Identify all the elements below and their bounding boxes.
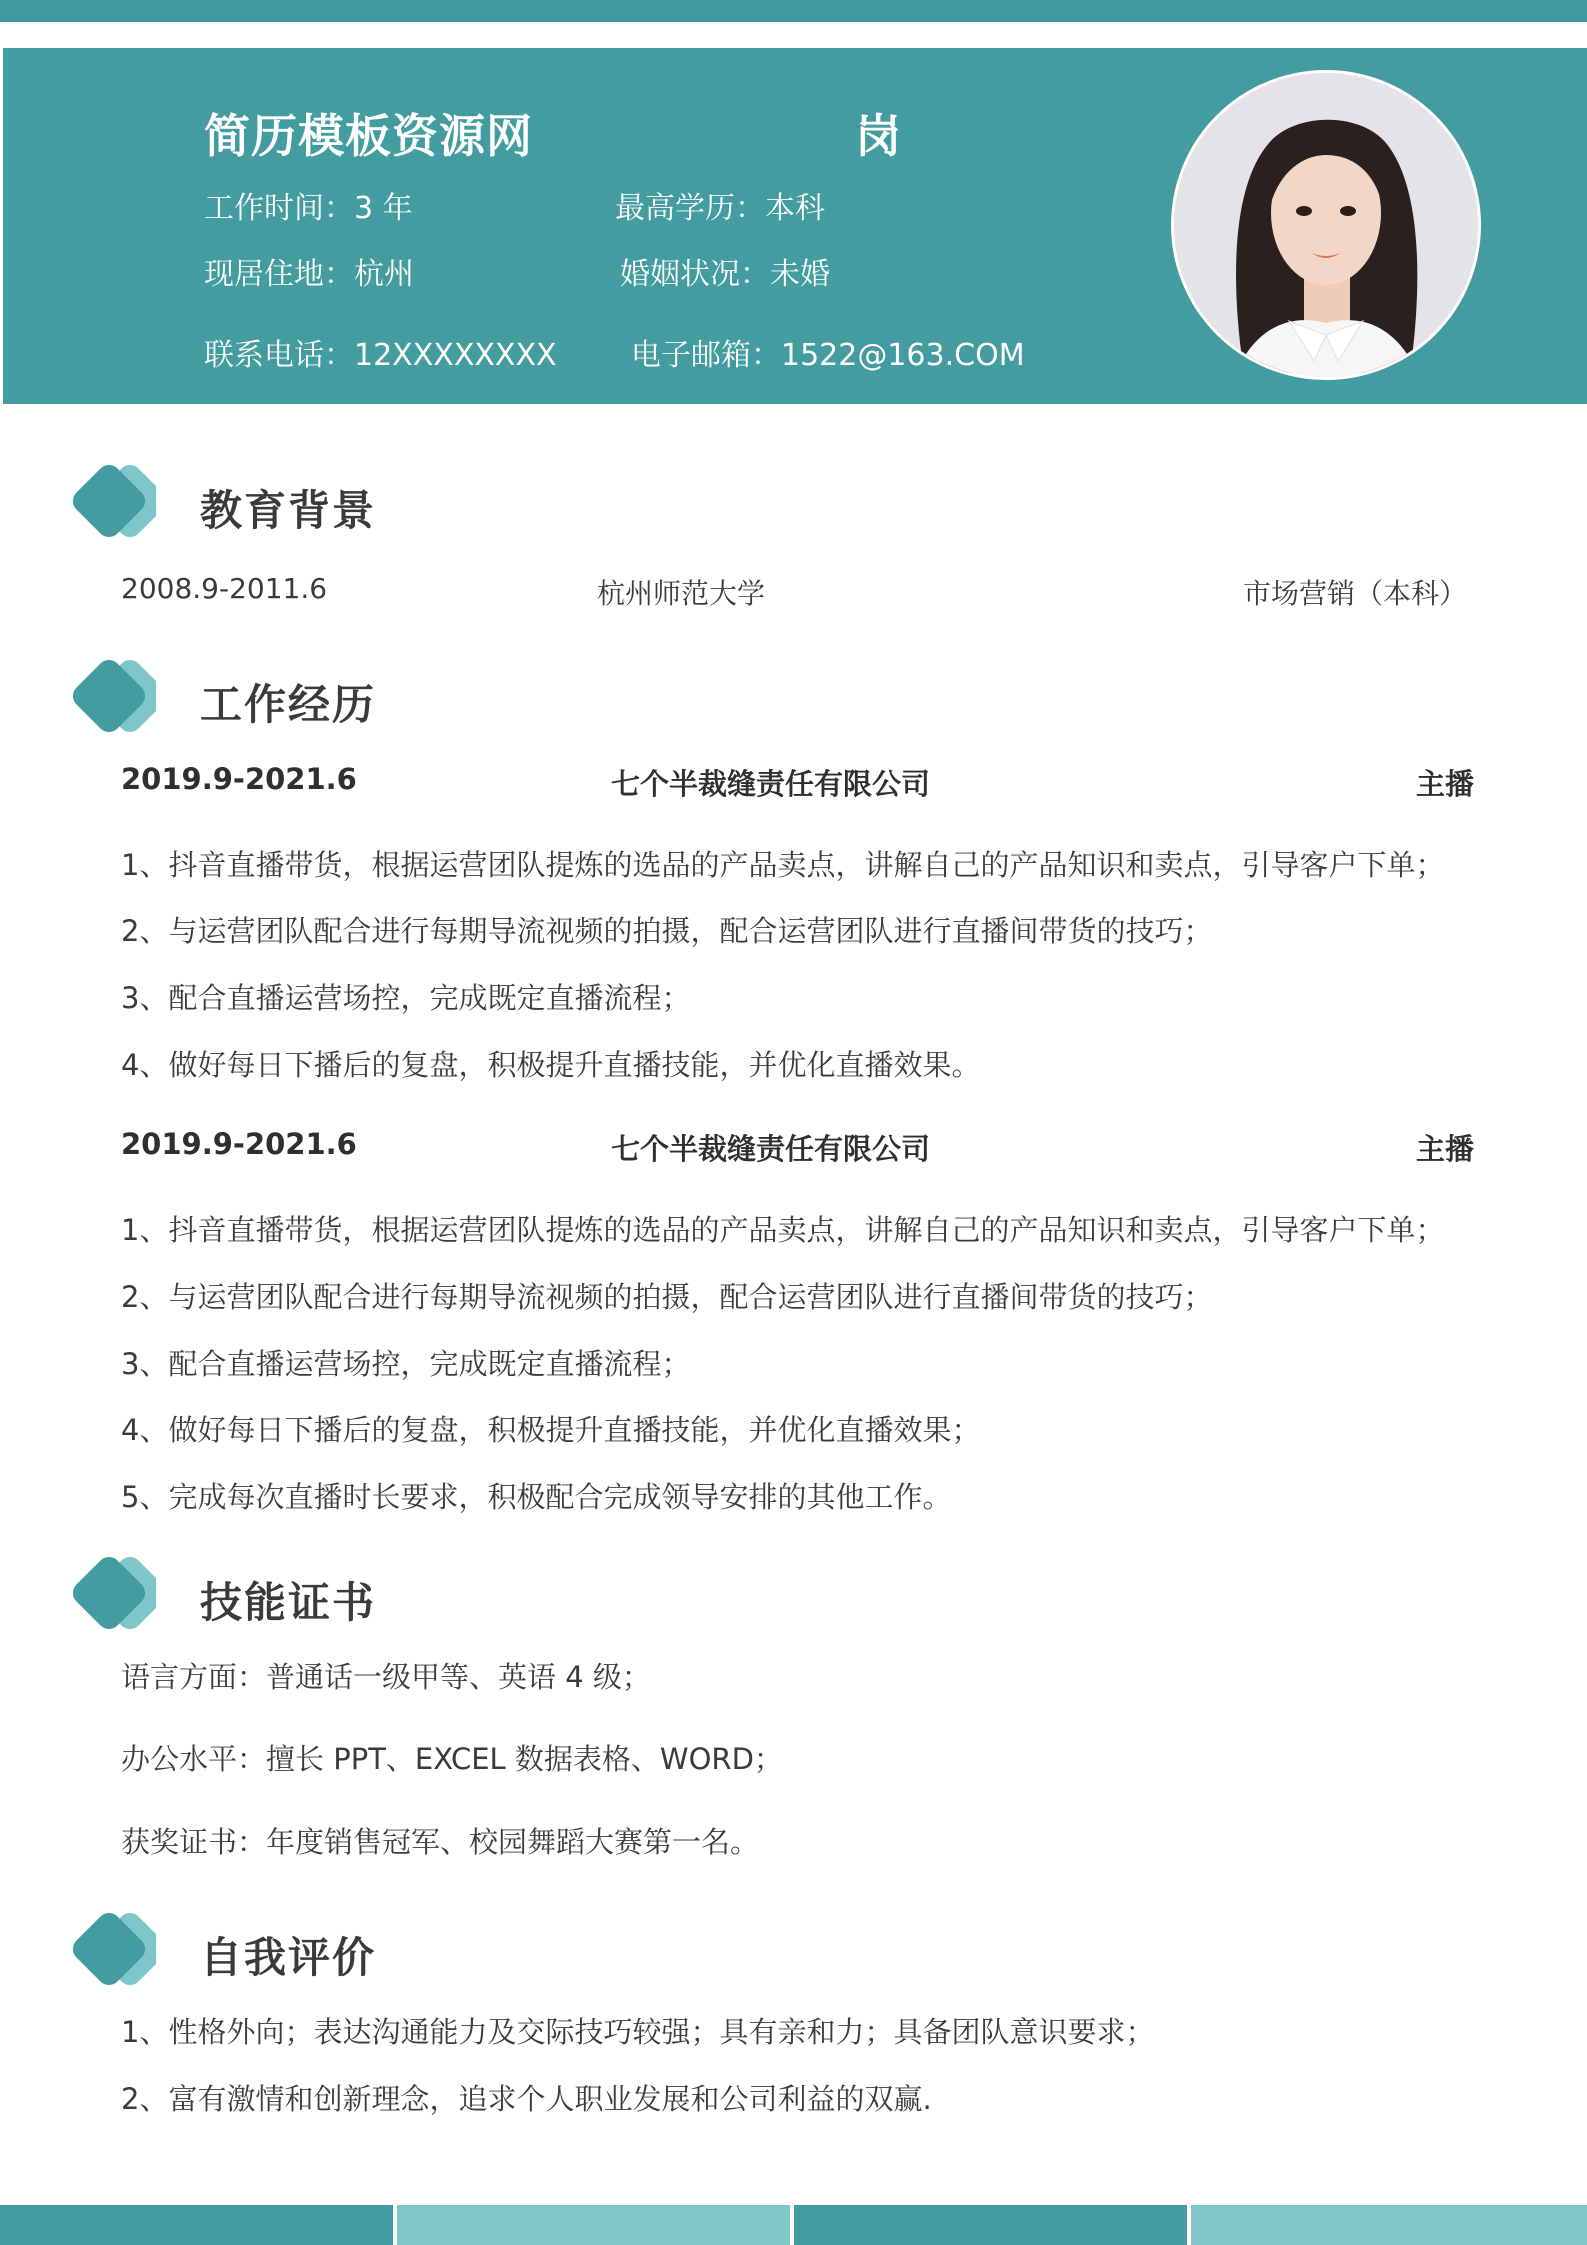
job-role: 主播 <box>1416 1132 1475 1166</box>
job-duty: 2、与运营团队配合进行每期导流视频的拍摄，配合运营团队进行直播间带货的技巧； <box>121 914 1213 948</box>
skill-item: 办公水平：擅长 PPT、EXCEL 数据表格、WORD； <box>121 1742 783 1776</box>
section-diamond-icon <box>66 1552 156 1642</box>
education-period: 2008.9-2011.6 <box>121 572 328 605</box>
section-title-skills: 技能证书 <box>200 1578 377 1627</box>
job-period: 2019.9-2021.6 <box>121 762 357 796</box>
profile-header <box>3 48 1587 404</box>
job-title: 岗 <box>855 109 901 163</box>
profile-photo <box>1171 70 1481 380</box>
job-duty: 3、配合直播运营场控，完成既定直播流程； <box>121 1347 691 1381</box>
phone: 联系电话：12XXXXXXXX <box>204 338 557 373</box>
self-eval-item: 2、富有激情和创新理念，追求个人职业发展和公司利益的双赢. <box>121 2082 932 2116</box>
job-duty: 3、配合直播运营场控，完成既定直播流程； <box>121 981 691 1015</box>
job-duty: 1、抖音直播带货，根据运营团队提炼的选品的产品卖点，讲解自己的产品知识和卖点，引导客户下单； <box>121 848 1445 882</box>
section-diamond-icon <box>66 1908 156 1998</box>
job-duty: 2、与运营团队配合进行每期导流视频的拍摄，配合运营团队进行直播间带货的技巧； <box>121 1280 1213 1314</box>
job-company: 七个半裁缝责任有限公司 <box>611 767 931 801</box>
footer-stripe-segment <box>794 2205 1187 2245</box>
job-duty: 4、做好每日下播后的复盘，积极提升直播技能，并优化直播效果。 <box>121 1048 981 1082</box>
residence: 现居住地：杭州 <box>204 257 414 292</box>
education-school: 杭州师范大学 <box>597 577 766 610</box>
footer-stripe-segment <box>1191 2205 1587 2245</box>
footer-stripe-segment <box>397 2205 790 2245</box>
section-title-education: 教育背景 <box>200 486 377 535</box>
skill-item: 语言方面：普通话一级甲等、英语 4 级； <box>121 1660 651 1694</box>
education-level: 最高学历：本科 <box>615 191 825 226</box>
job-duty: 4、做好每日下播后的复盘，积极提升直播技能，并优化直播效果； <box>121 1413 981 1447</box>
section-title-self: 自我评价 <box>200 1933 377 1982</box>
skill-item: 获奖证书：年度销售冠军、校园舞蹈大赛第一名。 <box>121 1825 760 1859</box>
portrait-illustration <box>1174 73 1478 377</box>
job-duty: 5、完成每次直播时长要求，积极配合完成领导安排的其他工作。 <box>121 1480 952 1514</box>
job-company: 七个半裁缝责任有限公司 <box>611 1132 931 1166</box>
marital-status: 婚姻状况：未婚 <box>620 257 830 292</box>
candidate-name: 简历模板资源网 <box>204 109 533 163</box>
email: 电子邮箱：1522@163.COM <box>631 338 1025 373</box>
section-diamond-icon <box>66 655 156 745</box>
job-period: 2019.9-2021.6 <box>121 1127 357 1161</box>
section-title-work: 工作经历 <box>200 680 377 729</box>
top-accent-stripe <box>0 0 1587 22</box>
self-eval-item: 1、性格外向；表达沟通能力及交际技巧较强；具有亲和力；具备团队意识要求； <box>121 2015 1155 2049</box>
job-role: 主播 <box>1416 767 1475 801</box>
section-diamond-icon <box>66 460 156 550</box>
education-major: 市场营销（本科） <box>1243 577 1468 610</box>
work-years: 工作时间：3 年 <box>204 191 413 226</box>
job-duty: 1、抖音直播带货，根据运营团队提炼的选品的产品卖点，讲解自己的产品知识和卖点，引导客户下单； <box>121 1213 1445 1247</box>
footer-stripe-segment <box>0 2205 393 2245</box>
